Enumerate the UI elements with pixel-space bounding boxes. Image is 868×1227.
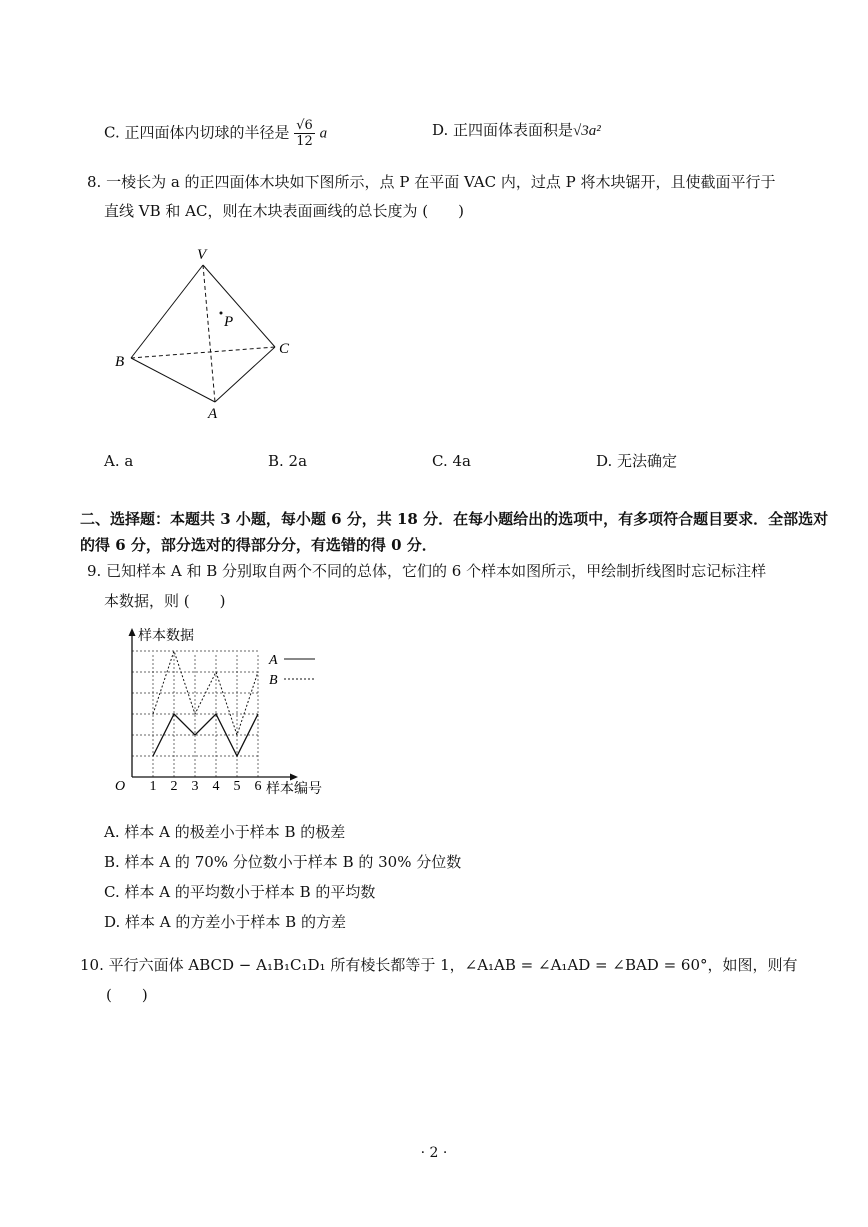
- q9-stem-line1: 9. 已知样本 A 和 B 分别取自两个不同的总体，它们的 6 个样本如图所示，甲绘制折线图时忘记标注样: [87, 562, 767, 580]
- label-c: C: [279, 341, 290, 357]
- x-tick-labels: [150, 779, 262, 794]
- label-p: P: [224, 314, 234, 330]
- chart-series: [153, 651, 258, 756]
- q9-option-b: B. 样本 A 的 70% 分位数小于样本 B 的 30% 分位数: [104, 853, 462, 871]
- x-tick-label: 5: [233, 779, 241, 794]
- label-a: A: [208, 406, 218, 422]
- tetrahedron-figure: [100, 240, 320, 430]
- q9-option-c: C. 样本 A 的平均数小于样本 B 的平均数: [104, 883, 376, 901]
- x-tick-label: 1: [149, 779, 157, 794]
- page-number: · 2 ·: [420, 1145, 448, 1161]
- edge-va-hidden: [203, 265, 215, 402]
- q9-option-d: D. 样本 A 的方差小于样本 B 的方差: [104, 913, 346, 931]
- q10-stem-line1: 10. 平行六面体 ABCD − A₁B₁C₁D₁ 所有棱长都等于 1，∠A₁AB = ∠A₁AD = ∠BAD = 60°，如图，则有: [80, 956, 798, 974]
- q8-stem-line1: 8. 一棱长为 a 的正四面体木块如下图所示，点 P 在平面 VAC 内，过点 P 将木块锯开，且使截面平行于: [87, 173, 776, 191]
- x-tick-label: 6: [254, 779, 262, 794]
- x-tick-label: 3: [191, 779, 199, 794]
- q9-option-a: A. 样本 A 的极差小于样本 B 的极差: [104, 823, 346, 841]
- y-axis-arrow: [129, 628, 136, 636]
- q10-stem-line2: ( ): [106, 986, 148, 1004]
- label-b: B: [115, 354, 125, 370]
- point-p: [220, 312, 223, 315]
- q8-stem-line2: 直线 VB 和 AC，则在木块表面画线的总长度为 ( ): [104, 202, 464, 220]
- q8-option-a: A. a: [104, 452, 134, 470]
- q9-stem-line2: 本数据，则 ( ): [104, 592, 226, 610]
- section2-instructions-line2: 的得 6 分，部分选对的得部分分，有选错的得 0 分．: [80, 536, 437, 554]
- q8-option-d: D. 无法确定: [596, 452, 678, 470]
- sample-line-chart: [95, 620, 355, 805]
- x-axis-arrow: [290, 774, 298, 781]
- q7-option-d: D. 正四面体表面积是√3a²: [432, 121, 601, 139]
- section2-instructions-line1: 二、选择题：本题共 3 小题，每小题 6 分，共 18 分．在每小题给出的选项中，有多项符合题目要求．全部选对: [80, 510, 829, 528]
- edge-ca: [215, 347, 275, 402]
- q8-option-c: C. 4a: [432, 452, 471, 470]
- label-v: V: [197, 247, 207, 263]
- q7-option-c: C. 正四面体内切球的半径是 $\frac{√6}{12}$ a: [104, 118, 328, 149]
- q7-option-c-fraction: $\frac{√6}{12}$: [296, 118, 313, 149]
- x-axis-label: 样本编号: [266, 782, 322, 797]
- legend-label-a: A: [269, 653, 278, 668]
- legend-label-b: B: [269, 673, 278, 688]
- q8-option-b: B. 2a: [268, 452, 308, 470]
- edge-bc-hidden: [131, 347, 275, 358]
- y-axis-label: 样本数据: [138, 629, 194, 644]
- x-tick-label: 4: [212, 779, 220, 794]
- origin-label: O: [115, 779, 126, 794]
- edge-ba: [131, 358, 215, 402]
- edge-vc: [203, 265, 275, 347]
- x-tick-label: 2: [170, 779, 178, 794]
- edge-vb: [131, 265, 203, 358]
